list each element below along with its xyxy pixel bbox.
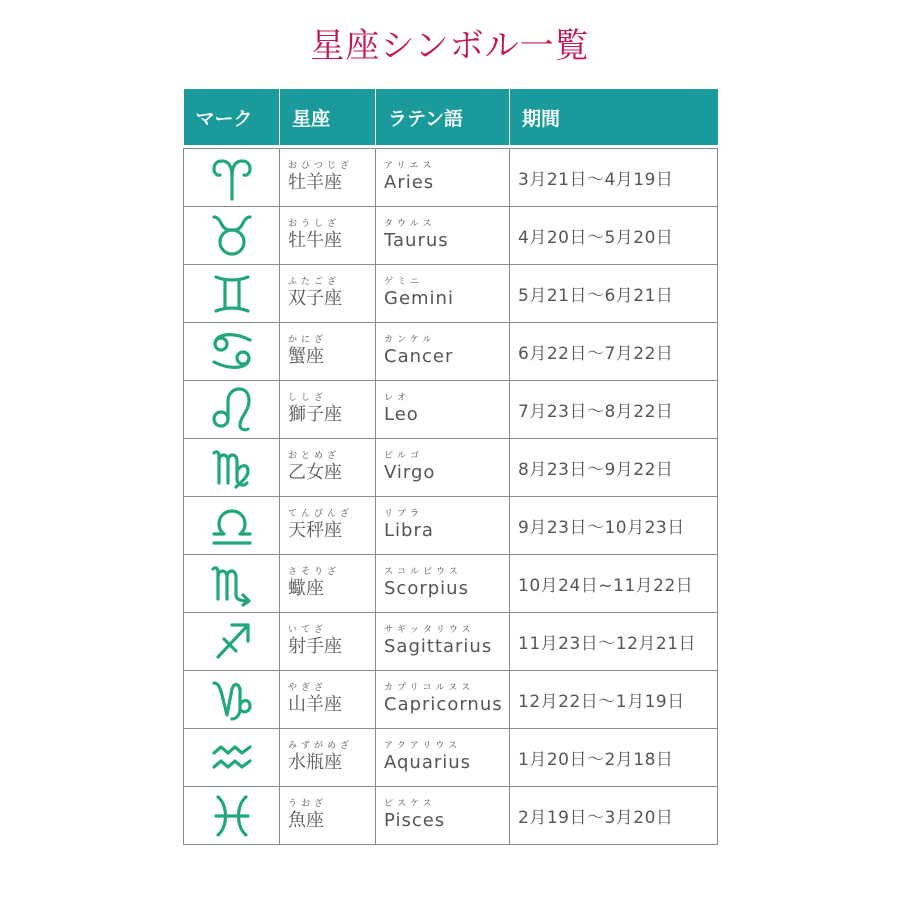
latin-cell xyxy=(376,786,510,844)
period-text: 10月24日~11月22日 xyxy=(518,575,694,596)
latin-ruby: タウルス xyxy=(384,218,436,229)
pisces-icon xyxy=(209,791,255,839)
constellation-name: 蟹座 xyxy=(288,345,324,367)
aries-icon xyxy=(209,153,255,201)
header-period: 期間 xyxy=(510,89,718,145)
name-ruby: いてざ xyxy=(288,624,328,635)
cancer-icon xyxy=(209,327,255,375)
latin-cell xyxy=(376,322,510,380)
name-cell xyxy=(280,612,376,670)
latin-cell xyxy=(376,206,510,264)
mark-cell xyxy=(184,728,280,786)
header-latin: ラテン語 xyxy=(376,89,510,145)
period-text: 7月23日〜8月22日 xyxy=(518,401,674,422)
period-cell xyxy=(510,786,718,844)
name-cell xyxy=(280,380,376,438)
period-cell xyxy=(510,612,718,670)
libra-icon xyxy=(209,501,255,549)
mark-cell xyxy=(184,322,280,380)
name-ruby: かにざ xyxy=(288,334,328,345)
mark-cell xyxy=(184,380,280,438)
latin-cell xyxy=(376,148,510,206)
table-row xyxy=(184,554,718,612)
latin-name: Capricornus xyxy=(384,693,503,715)
name-cell xyxy=(280,148,376,206)
latin-cell xyxy=(376,380,510,438)
constellation-name: 双子座 xyxy=(288,287,342,309)
name-ruby: ししざ xyxy=(288,392,328,403)
latin-name: Cancer xyxy=(384,345,454,367)
name-ruby: みずがめざ xyxy=(288,740,354,751)
name-cell xyxy=(280,496,376,554)
latin-cell xyxy=(376,728,510,786)
period-cell xyxy=(510,206,718,264)
period-text: 9月23日〜10月23日 xyxy=(518,517,685,538)
latin-name: Taurus xyxy=(384,229,449,251)
table-row xyxy=(184,264,718,322)
name-cell xyxy=(280,438,376,496)
period-text: 11月23日〜12月21日 xyxy=(518,633,697,654)
latin-ruby: ビルゴ xyxy=(384,450,424,461)
table-row xyxy=(184,438,718,496)
gemini-icon xyxy=(209,269,255,317)
name-cell xyxy=(280,322,376,380)
latin-cell xyxy=(376,496,510,554)
latin-name: Scorpius xyxy=(384,577,469,599)
latin-ruby: スコルピウス xyxy=(384,566,462,577)
name-ruby: ふたござ xyxy=(288,276,341,287)
name-cell xyxy=(280,554,376,612)
period-cell xyxy=(510,728,718,786)
latin-name: Leo xyxy=(384,403,419,425)
period-cell xyxy=(510,670,718,728)
table-row xyxy=(184,380,718,438)
mark-cell xyxy=(184,264,280,322)
period-text: 3月21日〜4月19日 xyxy=(518,169,674,190)
latin-cell xyxy=(376,438,510,496)
aquarius-icon xyxy=(209,733,255,781)
period-cell xyxy=(510,438,718,496)
table-row xyxy=(184,670,718,728)
constellation-name: 水瓶座 xyxy=(288,751,342,773)
period-text: 5月21日〜6月21日 xyxy=(518,285,674,306)
name-ruby: おひつじざ xyxy=(288,160,354,171)
latin-ruby: アクアリウス xyxy=(384,740,462,751)
latin-name: Libra xyxy=(384,519,434,541)
constellation-name: 蠍座 xyxy=(288,577,324,599)
name-ruby: てんびんざ xyxy=(288,508,354,519)
mark-cell xyxy=(184,438,280,496)
latin-name: Aquarius xyxy=(384,751,472,773)
virgo-icon xyxy=(209,443,255,491)
zodiac-table xyxy=(183,89,718,845)
table-row xyxy=(184,612,718,670)
latin-ruby: ゲミニ xyxy=(384,276,424,287)
latin-ruby: アリエス xyxy=(384,160,436,171)
name-cell xyxy=(280,264,376,322)
mark-cell xyxy=(184,612,280,670)
constellation-name: 魚座 xyxy=(288,809,324,831)
name-cell xyxy=(280,206,376,264)
header-mark: マーク xyxy=(184,89,280,145)
period-text: 4月20日〜5月20日 xyxy=(518,227,674,248)
constellation-name: 乙女座 xyxy=(288,461,342,483)
constellation-name: 牡羊座 xyxy=(288,171,342,193)
latin-name: Virgo xyxy=(384,461,436,483)
mark-cell xyxy=(184,206,280,264)
period-cell xyxy=(510,264,718,322)
name-ruby: うおざ xyxy=(288,798,328,809)
table-body xyxy=(184,148,718,844)
leo-icon xyxy=(209,385,255,433)
latin-cell xyxy=(376,670,510,728)
latin-ruby: ピスケス xyxy=(384,798,436,809)
period-cell xyxy=(510,322,718,380)
table-row xyxy=(184,148,718,206)
name-ruby: やぎざ xyxy=(288,682,328,693)
latin-name: Sagittarius xyxy=(384,635,493,657)
constellation-name: 牡牛座 xyxy=(288,229,342,251)
latin-name: Gemini xyxy=(384,287,454,309)
latin-ruby: レオ xyxy=(384,392,411,403)
page-title: 星座シンボル一覧 xyxy=(310,26,590,66)
latin-ruby: サギッタリウス xyxy=(384,624,475,635)
name-cell xyxy=(280,786,376,844)
table-row xyxy=(184,728,718,786)
latin-ruby: カンケル xyxy=(384,334,436,345)
mark-cell xyxy=(184,496,280,554)
period-text: 6月22日〜7月22日 xyxy=(518,343,674,364)
name-ruby: おとめざ xyxy=(288,450,341,461)
constellation-name: 獅子座 xyxy=(288,403,342,425)
header-name: 星座 xyxy=(280,89,376,145)
mark-cell xyxy=(184,148,280,206)
table-row xyxy=(184,786,718,844)
table-header-row xyxy=(184,89,718,145)
period-cell xyxy=(510,148,718,206)
sagittarius-icon xyxy=(209,617,255,665)
latin-ruby: カプリコルヌス xyxy=(384,682,475,693)
period-text: 2月19日〜3月20日 xyxy=(518,807,674,828)
period-text: 8月23日〜9月22日 xyxy=(518,459,674,480)
latin-name: Pisces xyxy=(384,809,446,831)
latin-cell xyxy=(376,554,510,612)
period-cell xyxy=(510,496,718,554)
name-cell xyxy=(280,670,376,728)
period-text: 12月22日〜1月19日 xyxy=(518,691,685,712)
taurus-icon xyxy=(209,211,255,259)
latin-cell xyxy=(376,612,510,670)
latin-ruby: リブラ xyxy=(384,508,424,519)
scorpio-icon xyxy=(209,559,255,607)
constellation-name: 射手座 xyxy=(288,635,342,657)
name-ruby: おうしざ xyxy=(288,218,341,229)
period-cell xyxy=(510,380,718,438)
capricorn-icon xyxy=(209,675,255,723)
name-cell xyxy=(280,728,376,786)
latin-name: Aries xyxy=(384,171,435,193)
mark-cell xyxy=(184,554,280,612)
period-text: 1月20日〜2月18日 xyxy=(518,749,674,770)
constellation-name: 天秤座 xyxy=(288,519,342,541)
mark-cell xyxy=(184,670,280,728)
constellation-name: 山羊座 xyxy=(288,693,342,715)
table-row xyxy=(184,496,718,554)
mark-cell xyxy=(184,786,280,844)
table-row xyxy=(184,322,718,380)
table-row xyxy=(184,206,718,264)
latin-cell xyxy=(376,264,510,322)
period-cell xyxy=(510,554,718,612)
name-ruby: さそりざ xyxy=(288,566,341,577)
